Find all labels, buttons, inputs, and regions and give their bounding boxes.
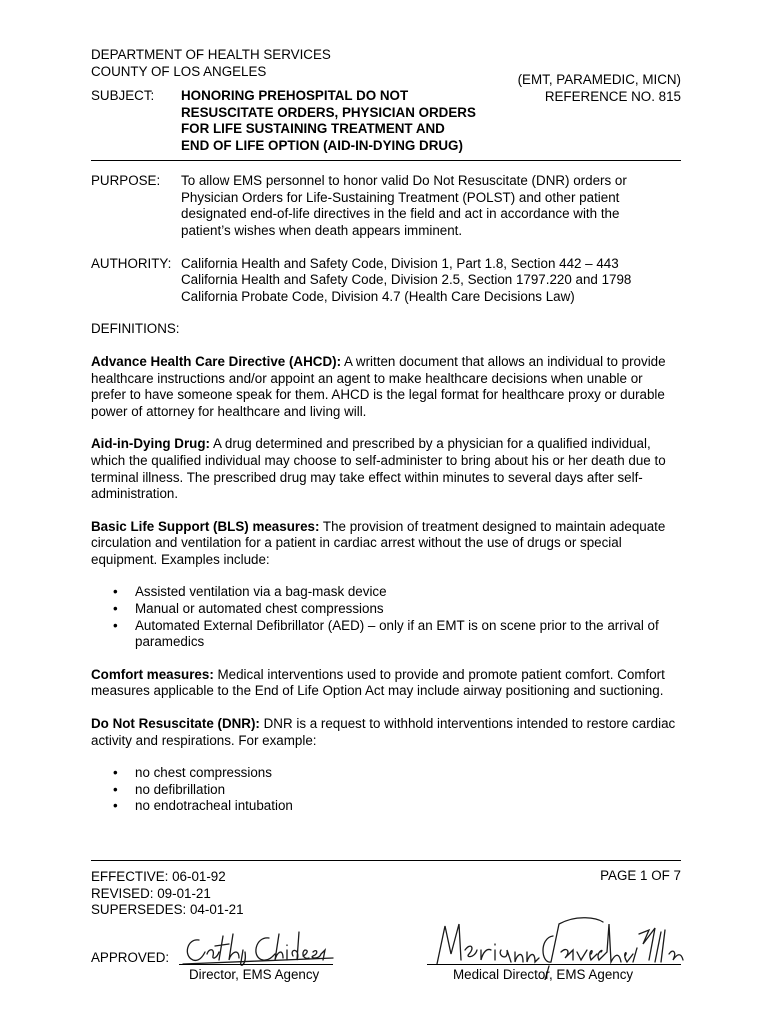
director-role: Director, EMS Agency — [189, 967, 320, 982]
definition-term: Comfort measures: — [91, 666, 214, 682]
definition-text: The provision of treatment designed to maintain adequate circulation and ventilation for a patient in cardiac arrest without the use of drugs or special equipment. Examples include: — [91, 518, 666, 567]
subject-block — [91, 72, 681, 153]
list-item: • Manual or automated chest compressions — [91, 601, 681, 618]
definition-dnr — [91, 716, 681, 749]
subject-line: FOR LIFE SUSTAINING TREATMENT AND — [181, 121, 445, 137]
subject-line: RESUSCITATE ORDERS, PHYSICIAN ORDERS — [181, 104, 476, 120]
definition-ahcd — [91, 354, 681, 420]
authority-line: California Health and Safety Code, Division 1, Part 1.8, Section 442 – 443 — [181, 255, 619, 271]
audience-label: (EMT, PARAMEDIC, MICN) — [517, 72, 681, 88]
purpose-line: designated end-of-life directives in the field and act in accordance with the — [181, 206, 620, 222]
definition-term: Aid-in-Dying Drug: — [91, 436, 211, 452]
definition-term: Advance Health Care Directive (AHCD): — [91, 353, 342, 369]
document-page — [91, 47, 681, 815]
purpose-line: patient’s wishes when death appears imminent. — [181, 222, 463, 238]
list-item: • no defibrillation — [91, 782, 681, 799]
definition-text: Medical interventions used to provide and promote patient comfort. Comfort measures applicable to the End of Life Option Act may include airway positioning and suctioning. — [91, 666, 665, 699]
list-item: • no chest compressions — [91, 765, 681, 782]
header-divider — [91, 160, 681, 161]
authority-text — [181, 256, 681, 306]
definition-comfort-measures — [91, 667, 681, 700]
bls-examples-list — [91, 584, 681, 650]
purpose-section — [91, 173, 681, 239]
reference-number: REFERENCE NO. 815 — [544, 88, 681, 104]
purpose-line: Physician Orders for Life-Sustaining Treatment (POLST) and other patient — [181, 189, 620, 205]
definition-text: DNR is a request to withhold interventions intended to restore cardiac activity and respirations. For example: — [91, 716, 676, 748]
county-name: COUNTY OF LOS ANGELES — [91, 63, 267, 79]
list-item: • Automated External Defibrillator (AED) – only if an EMT is on scene prior to the arrival of paramedics — [91, 618, 681, 651]
list-item: • Assisted ventilation via a bag-mask device — [91, 584, 681, 601]
subject-title — [181, 88, 501, 154]
authority-label: AUTHORITY: — [91, 255, 172, 271]
approved-label: APPROVED: — [91, 950, 170, 965]
authority-line: California Probate Code, Division 4.7 (Health Care Decisions Law) — [181, 288, 575, 304]
revised-date: REVISED: 09-01-21 — [91, 885, 211, 901]
reference-block — [518, 72, 681, 105]
purpose-text — [181, 173, 681, 239]
subject-line: HONORING PREHOSPITAL DO NOT — [181, 88, 409, 104]
subject-line: END OF LIFE OPTION (AID-IN-DYING DRUG) — [181, 137, 463, 153]
subject-label: SUBJECT: — [91, 88, 155, 104]
definition-term: Do Not Resuscitate (DNR): — [91, 716, 260, 732]
definition-text: A drug determined and prescribed by a physician for a qualified individual, which the qualified individual may choose to self-administer to bring about his or her death due to terminal illness. The prescribed drug may take effect within minutes to several days after self-administration. — [91, 436, 666, 502]
list-item: • no endotracheal intubation — [91, 798, 681, 815]
medical-director-signature-line — [427, 964, 681, 965]
dnr-examples-list — [91, 765, 681, 815]
authority-section — [91, 256, 681, 306]
department-name: DEPARTMENT OF HEALTH SERVICES — [91, 47, 331, 62]
definition-term: Basic Life Support (BLS) measures: — [91, 518, 320, 534]
definition-bls — [91, 519, 681, 569]
supersedes-date: SUPERSEDES: 04-01-21 — [91, 902, 244, 918]
authority-line: California Health and Safety Code, Division 2.5, Section 1797.220 and 1798 — [181, 272, 632, 288]
page-number: PAGE 1 OF 7 — [600, 868, 681, 883]
definition-aid-in-dying — [91, 436, 681, 502]
medical-director-role: Medical Director, EMS Agency — [453, 967, 634, 982]
document-footer — [91, 860, 681, 982]
purpose-line: To allow EMS personnel to honor valid Do Not Resuscitate (DNR) orders or — [181, 173, 627, 189]
footer-divider — [91, 860, 681, 861]
effective-date: EFFECTIVE: 06-01-92 — [91, 869, 226, 884]
purpose-label: PURPOSE: — [91, 173, 161, 189]
definition-text: A written document that allows an individual to provide healthcare instructions and/or appoint an agent to make healthcare decisions when unable or prefer to have someone speak for them. AHCD is the legal format for healthcare proxy or durable power of attorney for healthcare and living will. — [91, 353, 666, 419]
director-signature-line — [179, 964, 333, 965]
definitions-heading: DEFINITIONS: — [91, 321, 180, 337]
